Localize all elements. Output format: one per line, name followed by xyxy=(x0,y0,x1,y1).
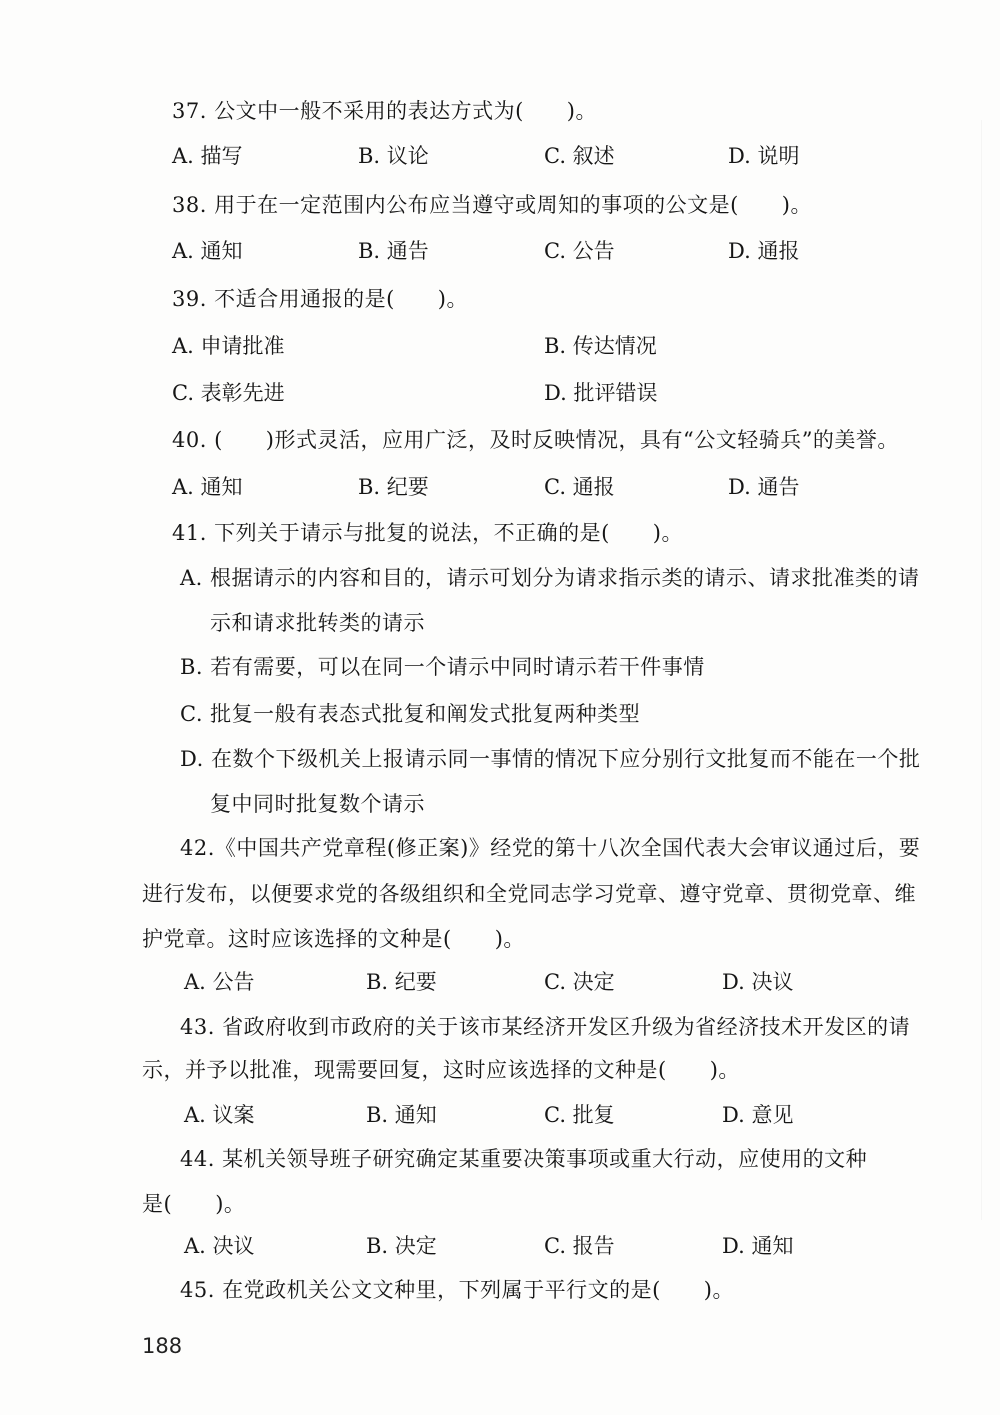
question-43-option-a: A. 议案 xyxy=(184,1103,255,1127)
question-41-option-c: C. 批复一般有表态式批复和阐发式批复两种类型 xyxy=(180,702,641,726)
question-37-option-d: D. 说明 xyxy=(728,144,800,168)
question-38-option-a: A. 通知 xyxy=(172,239,243,263)
question-40-option-b: B. 纪要 xyxy=(358,475,429,499)
question-37-option-a: A. 描写 xyxy=(172,144,243,168)
question-40-option-c: C. 通报 xyxy=(544,475,615,499)
question-41-option-a-line-1: A. 根据请示的内容和目的，请示可划分为请求指示类的请示、请求批准类的请 xyxy=(180,566,920,590)
question-38-option-c: C. 公告 xyxy=(544,239,615,263)
question-43-line-1: 43. 省政府收到市政府的关于该市某经济开发区升级为省经济技术开发区的请 xyxy=(180,1015,911,1039)
question-44-option-a: A. 决议 xyxy=(184,1234,255,1258)
question-39-option-d: D. 批评错误 xyxy=(544,381,658,405)
question-44-option-c: C. 报告 xyxy=(544,1234,615,1258)
question-41-option-d-line-2: 复中同时批复数个请示 xyxy=(210,792,425,816)
question-38-option-b: B. 通告 xyxy=(358,239,429,263)
question-41-option-a-line-2: 示和请求批转类的请示 xyxy=(210,611,425,635)
question-44-option-b: B. 决定 xyxy=(366,1234,437,1258)
question-41-option-d-line-1: D. 在数个下级机关上报请示同一事情的情况下应分别行文批复而不能在一个批 xyxy=(180,747,921,771)
question-42-option-a: A. 公告 xyxy=(184,970,255,994)
question-42-line-3: 护党章。这时应该选择的文种是( )。 xyxy=(142,927,525,951)
question-39-stem: 39. 不适合用通报的是( )。 xyxy=(172,287,468,311)
question-37-option-b: B. 议论 xyxy=(358,144,429,168)
page-number: 188 xyxy=(142,1334,183,1358)
question-43-option-d: D. 意见 xyxy=(722,1103,794,1127)
question-42-option-b: B. 纪要 xyxy=(366,970,437,994)
question-43-option-b: B. 通知 xyxy=(366,1103,437,1127)
question-41-option-b: B. 若有需要，可以在同一个请示中同时请示若干件事情 xyxy=(180,655,705,679)
question-40-option-a: A. 通知 xyxy=(172,475,243,499)
question-44-line-1: 44. 某机关领导班子研究确定某重要决策事项或重大行动，应使用的文种 xyxy=(180,1147,868,1171)
question-45-stem: 45. 在党政机关公文文种里，下列属于平行文的是( )。 xyxy=(180,1278,734,1302)
question-39-option-c: C. 表彰先进 xyxy=(172,381,285,405)
question-42-line-1: 42.《中国共产党章程(修正案)》经党的第十八次全国代表大会审议通过后，要 xyxy=(180,836,921,860)
question-38-stem: 38. 用于在一定范围内公布应当遵守或周知的事项的公文是( )。 xyxy=(172,193,812,217)
question-40-option-d: D. 通告 xyxy=(728,475,800,499)
question-39-option-a: A. 申请批准 xyxy=(172,334,285,358)
scan-shadow xyxy=(981,120,982,1220)
question-37-stem: 37. 公文中一般不采用的表达方式为( )。 xyxy=(172,99,597,123)
question-43-line-2: 示，并予以批准，现需要回复，这时应该选择的文种是( )。 xyxy=(142,1058,740,1082)
question-44-option-d: D. 通知 xyxy=(722,1234,794,1258)
question-39-option-b: B. 传达情况 xyxy=(544,334,657,358)
question-42-option-d: D. 决议 xyxy=(722,970,794,994)
question-44-line-2: 是( )。 xyxy=(142,1192,246,1216)
question-42-option-c: C. 决定 xyxy=(544,970,615,994)
question-37-option-c: C. 叙述 xyxy=(544,144,615,168)
question-38-option-d: D. 通报 xyxy=(728,239,800,263)
question-41-stem: 41. 下列关于请示与批复的说法，不正确的是( )。 xyxy=(172,521,683,545)
question-43-option-c: C. 批复 xyxy=(544,1103,615,1127)
question-40-stem: 40. ( )形式灵活，应用广泛，及时反映情况，具有“公文轻骑兵”的美誉。 xyxy=(172,428,899,452)
question-42-line-2: 进行发布，以便要求党的各级组织和全党同志学习党章、遵守党章、贯彻党章、维 xyxy=(142,882,916,906)
